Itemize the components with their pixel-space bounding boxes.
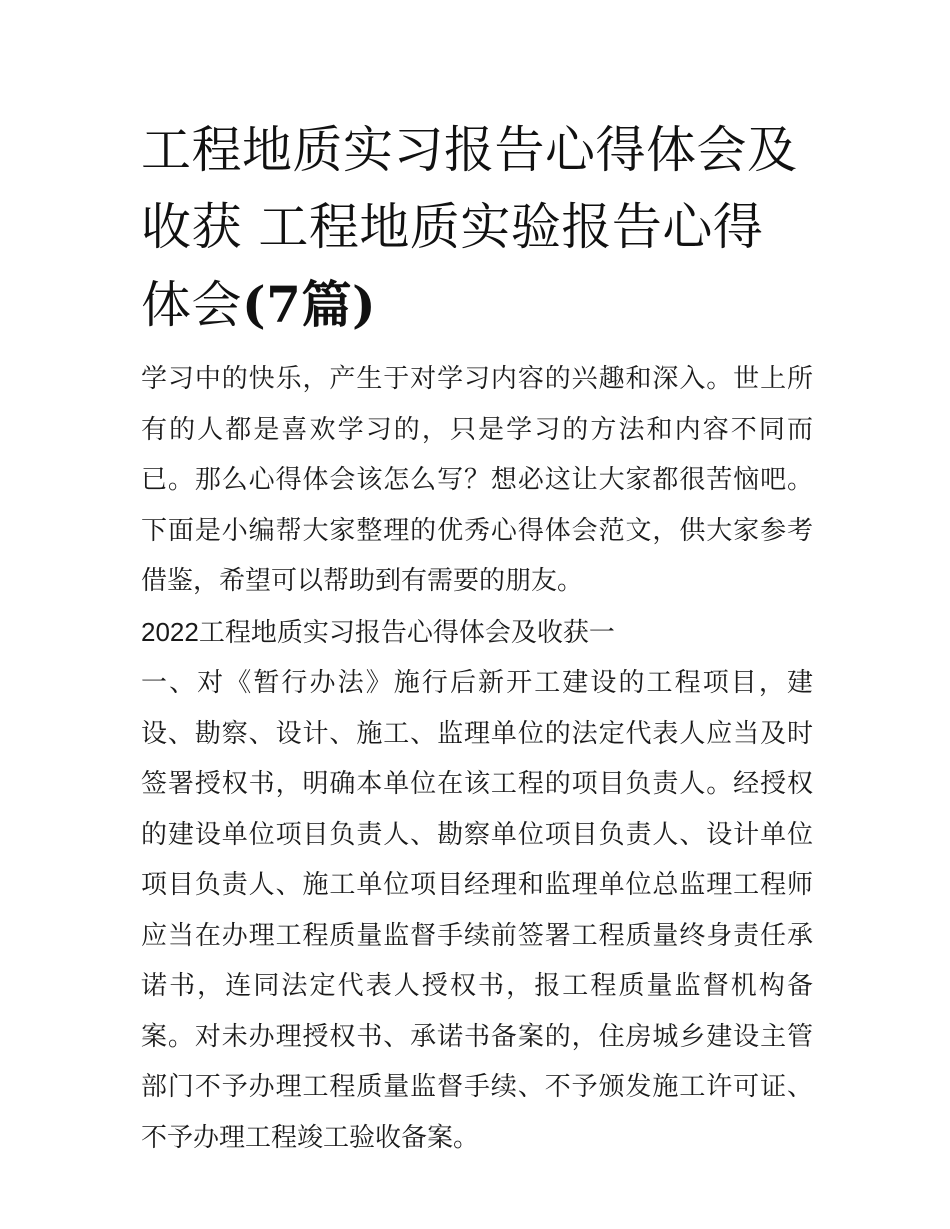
section-heading [141,607,813,659]
document-title-suffix: (7篇) [242,275,377,334]
section-heading-year: 2022 [141,616,199,647]
body-paragraph-1: 一、对《暂行办法》施行后新开工建设的工程项目，建设、勘察、设计、施工、监理单位的法定代表人应当及时签署授权书，明确本单位在该工程的项目负责人。经授权的建设单位项目负责人、勘察单位项目负责人、设计单位项目负责人、施工单位项目经理和监理单位总监理工程师应当在办理工程质量监督手续前签署工程质量终身责任承诺书，连同法定代表人授权书，报工程质量监督机构备案。对未办理授权书、承诺书备案的，住房城乡建设主管部门不予办理工程质量监督手续、不予颁发施工许可证、不予办理工程竣工验收备案。 [141,668,813,1153]
document-title-main: 工程地质实习报告心得体会及收获 工程地质实验报告心得体会 [141,121,798,334]
section-heading-title: 工程地质实习报告心得体会及收获一 [198,617,615,648]
document-title [141,112,813,344]
intro-paragraph: 学习中的快乐，产生于对学习内容的兴趣和深入。世上所有的人都是喜欢学习的，只是学习的方法和内容不同而已。那么心得体会该怎么写？想必这让大家都很苦恼吧。下面是小编帮大家整理的优秀心得体会范文，供大家参考借鉴，希望可以帮助到有需要的朋友。 [141,364,813,596]
document-content [141,112,813,1163]
